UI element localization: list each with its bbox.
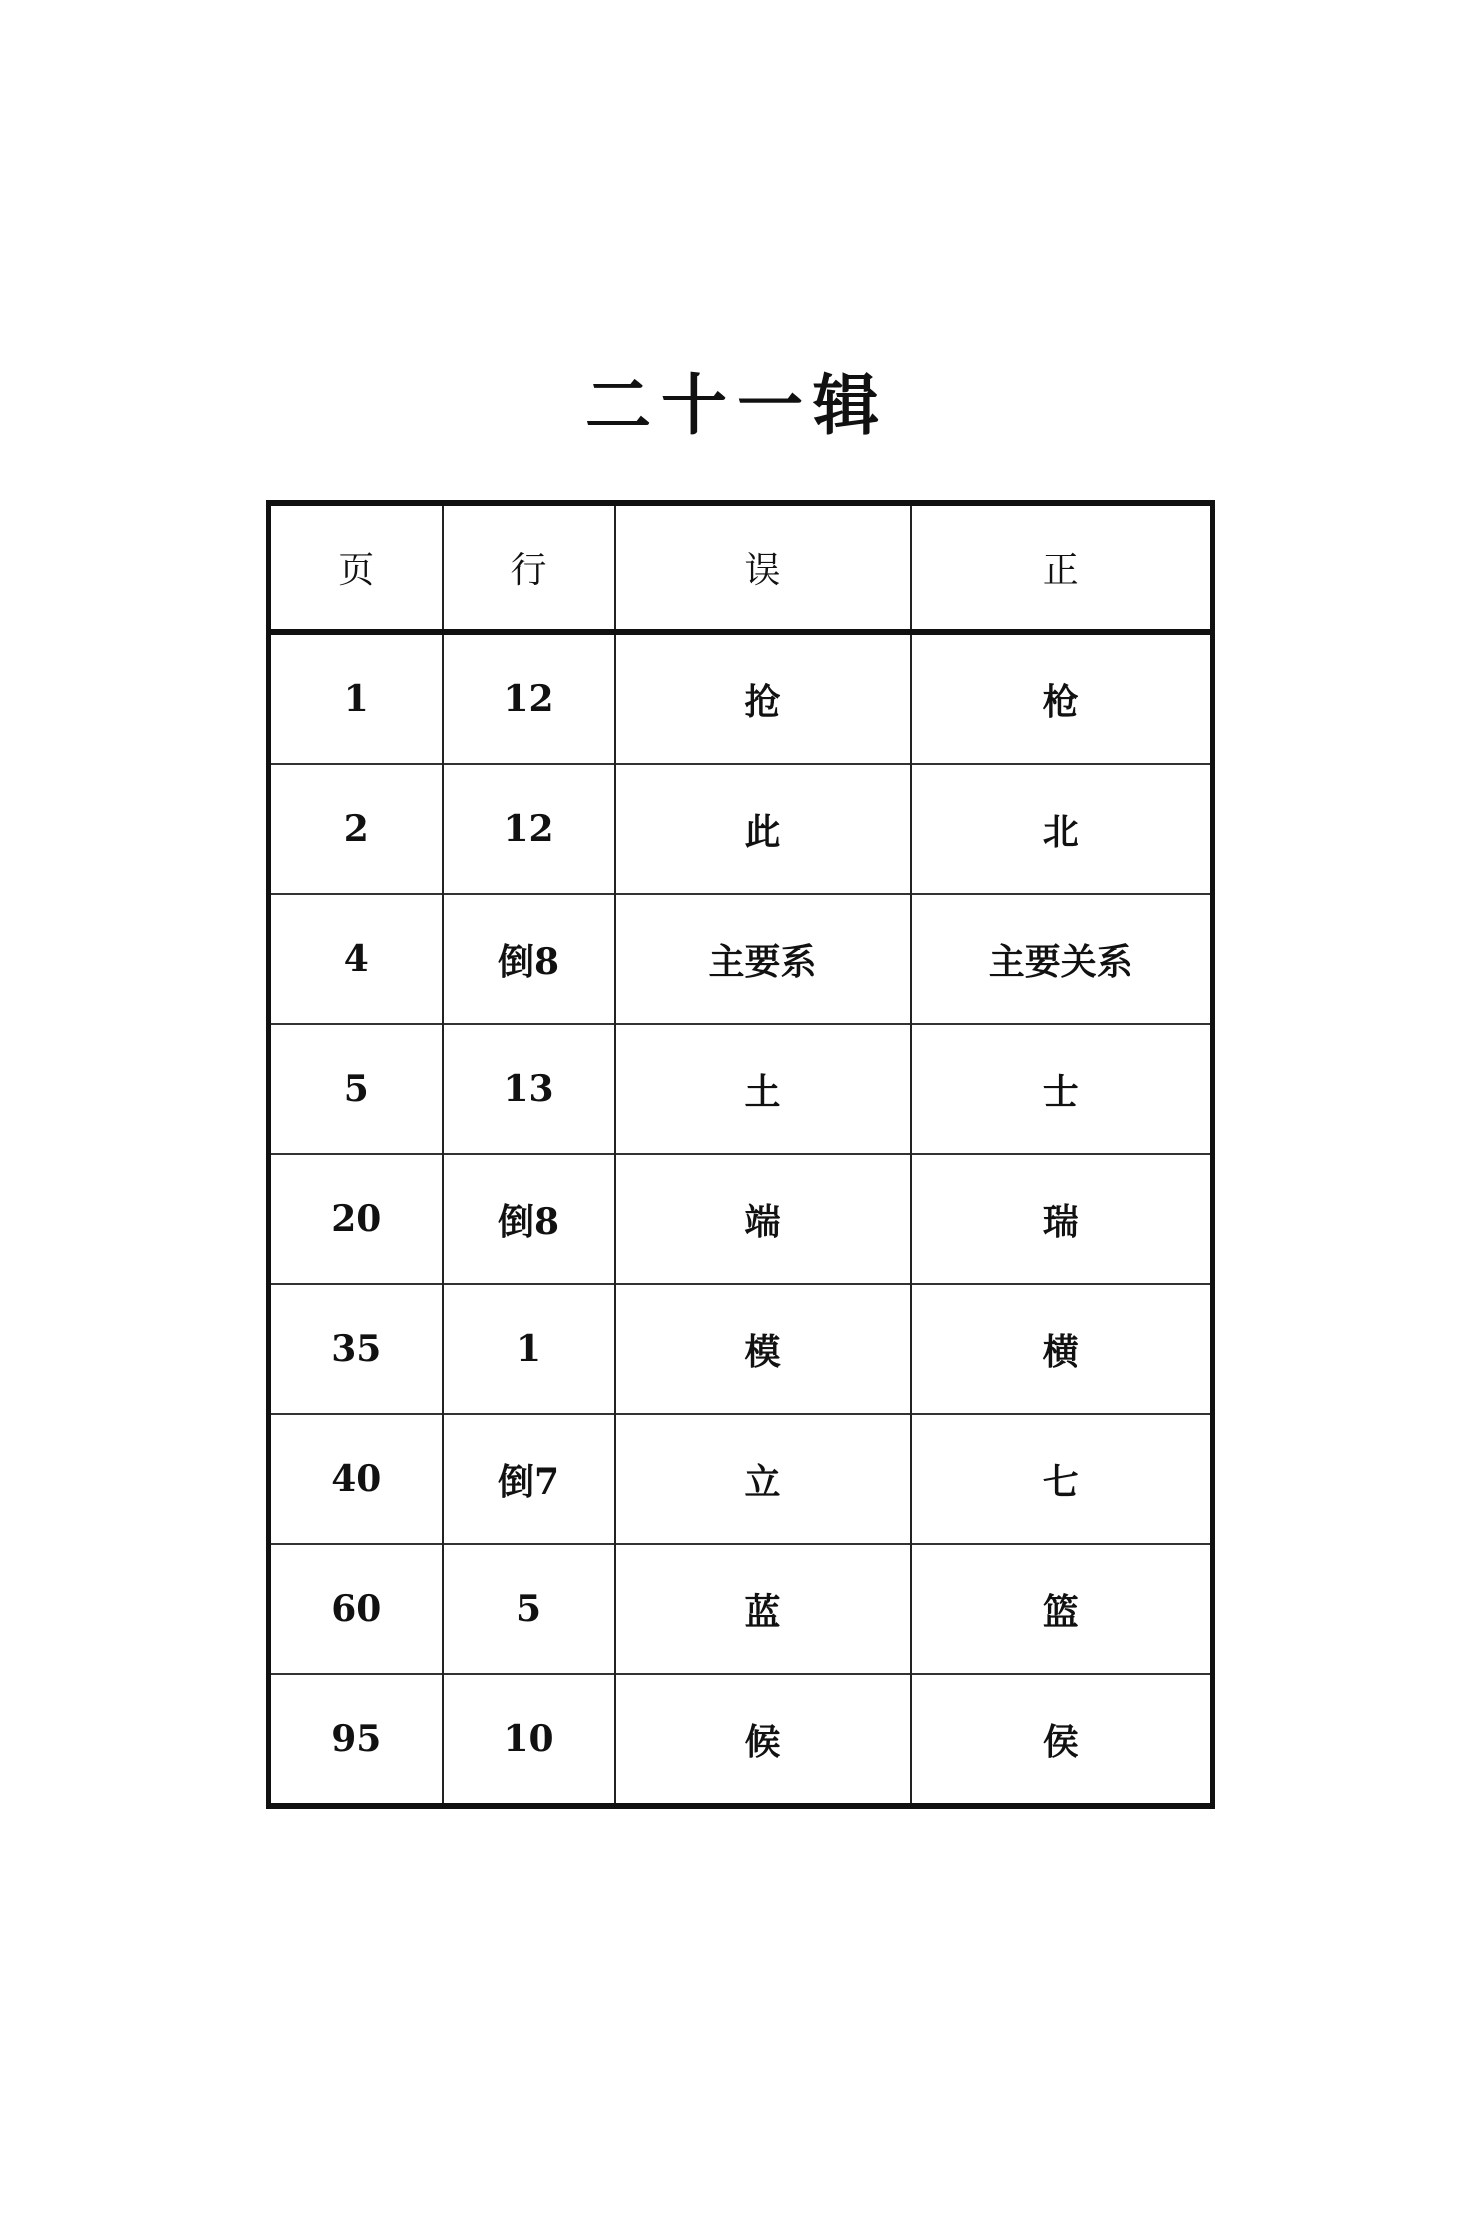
page-title: 二十一辑	[585, 366, 889, 444]
cell-line: 10	[443, 1674, 615, 1806]
cell-page: 60	[269, 1544, 443, 1674]
table-row	[269, 1024, 1213, 1154]
cell-line: 倒7	[443, 1414, 615, 1544]
header-right: 正	[911, 503, 1213, 632]
cell-page: 2	[269, 764, 443, 894]
cell-right: 七	[911, 1414, 1213, 1544]
header-wrong: 误	[615, 503, 911, 632]
cell-right: 横	[911, 1284, 1213, 1414]
cell-right: 枪	[911, 632, 1213, 764]
cell-wrong: 土	[615, 1024, 911, 1154]
cell-wrong: 端	[615, 1154, 911, 1284]
errata-table	[266, 500, 1215, 1809]
cell-wrong: 此	[615, 764, 911, 894]
table-row	[269, 632, 1213, 764]
table-row	[269, 1544, 1213, 1674]
header-page: 页	[269, 503, 443, 632]
cell-right: 北	[911, 764, 1213, 894]
cell-wrong: 蓝	[615, 1544, 911, 1674]
table-row	[269, 894, 1213, 1024]
cell-line: 12	[443, 764, 615, 894]
cell-page: 95	[269, 1674, 443, 1806]
table-row	[269, 1154, 1213, 1284]
cell-right: 瑞	[911, 1154, 1213, 1284]
cell-right: 士	[911, 1024, 1213, 1154]
table-row	[269, 764, 1213, 894]
cell-page: 40	[269, 1414, 443, 1544]
cell-line: 倒8	[443, 1154, 615, 1284]
table-row	[269, 1674, 1213, 1806]
header-row	[269, 503, 1213, 632]
cell-wrong: 抢	[615, 632, 911, 764]
cell-line: 倒8	[443, 894, 615, 1024]
header-line: 行	[443, 503, 615, 632]
errata-table-body	[269, 632, 1213, 1806]
errata-table-header	[269, 503, 1213, 632]
cell-wrong: 候	[615, 1674, 911, 1806]
table-row	[269, 1414, 1213, 1544]
cell-right: 侯	[911, 1674, 1213, 1806]
cell-line: 12	[443, 632, 615, 764]
cell-wrong: 主要系	[615, 894, 911, 1024]
cell-page: 5	[269, 1024, 443, 1154]
table-row	[269, 1284, 1213, 1414]
cell-line: 13	[443, 1024, 615, 1154]
cell-line: 1	[443, 1284, 615, 1414]
cell-right: 篮	[911, 1544, 1213, 1674]
cell-line: 5	[443, 1544, 615, 1674]
cell-wrong: 模	[615, 1284, 911, 1414]
cell-right: 主要关系	[911, 894, 1213, 1024]
cell-page: 35	[269, 1284, 443, 1414]
cell-page: 4	[269, 894, 443, 1024]
cell-wrong: 立	[615, 1414, 911, 1544]
cell-page: 20	[269, 1154, 443, 1284]
cell-page: 1	[343, 678, 369, 720]
